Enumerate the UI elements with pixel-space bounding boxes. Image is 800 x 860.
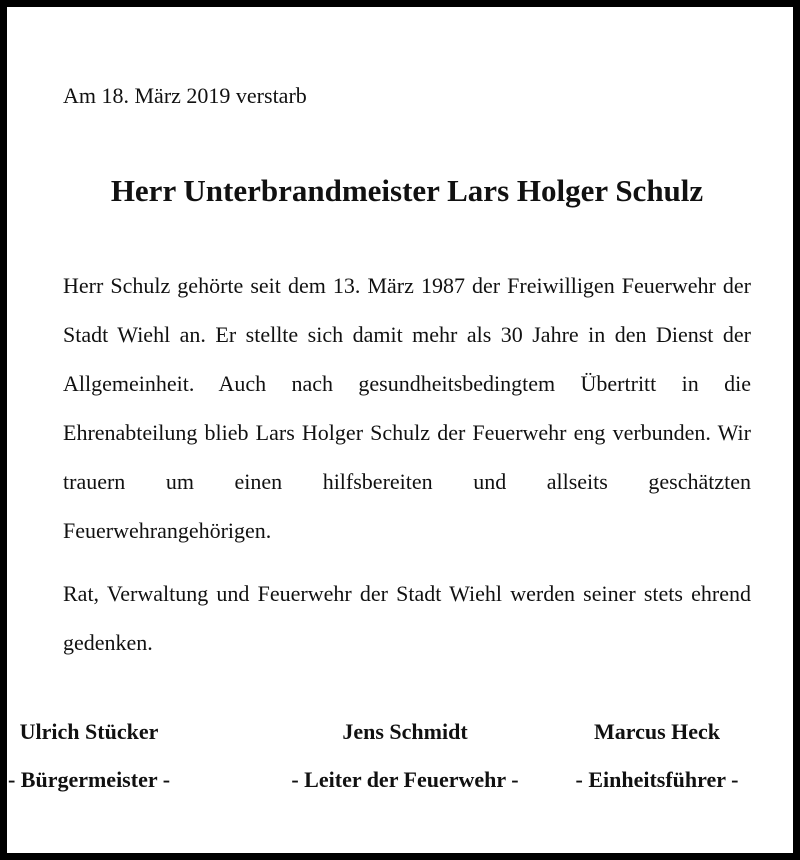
death-date-line: Am 18. März 2019 verstarb <box>63 83 307 108</box>
signatures <box>7 715 751 825</box>
signatory-role: - Einheitsführer - <box>575 767 739 792</box>
tribute-paragraph: Herr Schulz gehörte seit dem 13. März 1987 der Freiwilligen Feuerwehr der Stadt Wiehl an. Er stellte sich damit mehr als 30 Jahre in den Dienst der Allgemeinheit. Auch nach gesundheitsbedingtem Übertritt in die Ehrenabteilung blieb Lars Holger Schulz der Feuerwehr eng verbunden. Wir trauern um einen hilfsbereiten und allseits geschätzten Feuerwehrangehörigen. <box>63 273 751 543</box>
remembrance-paragraph: Rat, Verwaltung und Feuerwehr der Stadt Wiehl werden seiner stets ehrend gedenken. <box>63 581 751 655</box>
signature-unit-leader <box>527 715 787 797</box>
signature-mayor <box>0 715 219 797</box>
notice-body <box>63 261 751 667</box>
signatory-name: Ulrich Stücker <box>19 719 159 744</box>
signature-fire-chief <box>275 715 535 797</box>
deceased-name-heading: Herr Unterbrandmeister Lars Holger Schulz <box>110 173 704 208</box>
signatory-name: Jens Schmidt <box>342 719 468 744</box>
signatory-role: - Bürgermeister - <box>7 767 171 792</box>
signatory-role: - Leiter der Feuerwehr - <box>291 767 519 792</box>
signatory-name: Marcus Heck <box>593 719 721 744</box>
